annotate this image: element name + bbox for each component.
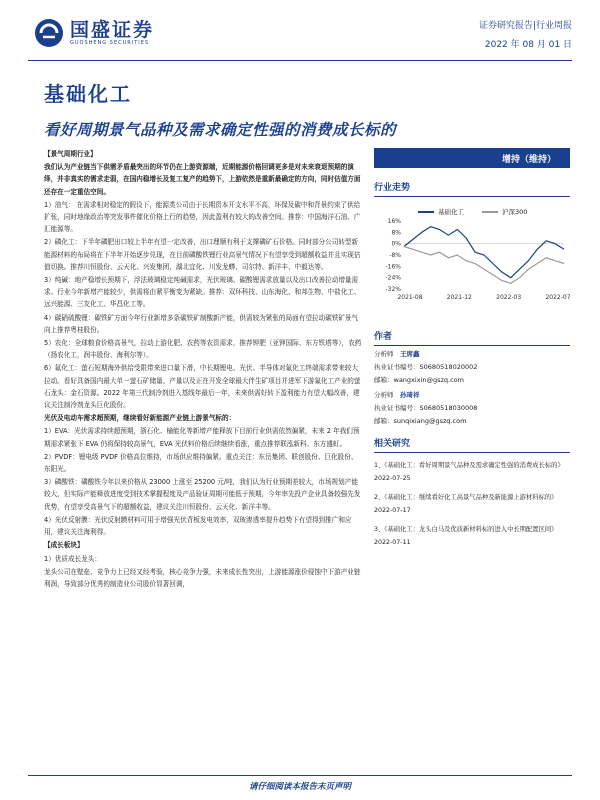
company-name-en: GUOSHENG SECURITIES: [70, 40, 150, 46]
x-tick-label: 2021-12: [446, 294, 472, 301]
guosheng-logo-icon: [34, 18, 64, 48]
y-tick-label: -32%: [385, 286, 401, 293]
section-label-cyclical: 【景气周期行业】: [44, 150, 97, 158]
y-tick-label: -8%: [389, 252, 401, 259]
paragraph: 3）磷酸铁：磷酸铁今年以来价格从 23000 上涨至 25200 元/吨，我们认为行业预期差较大，市场规划产能较大，但实际产能释放进度受到技术掌握程度及产品验证周期可能低于预期，今年率先投产企业具备较强先发优势，有望享受高景气下的超额收益，建议关注川恒股份、云天化、新洋丰等。: [44, 478, 361, 511]
analyst-block: [374, 348, 570, 387]
related-list: [374, 459, 570, 549]
paragraph: 4）光伏反射膜：光伏反射膜材料可用于增强光伏背板发电效率，双玻渗透率提升趋势下有望得到推广和应用，建议关注海利得。: [44, 515, 352, 537]
x-tick-label: 2022-07: [545, 294, 570, 301]
report-header: [0, 0, 600, 72]
paragraph: 2）PVDF：锂电级 PVDF 价格高位维持，市场供应维持偏紧。重点关注：东岳集团、联创股份、巨化股份、东阳光。: [44, 452, 358, 474]
sector-name: 基础化工: [44, 82, 132, 106]
analyst-block: [374, 389, 570, 428]
paragraph: 3）纯碱：地产稳增长预期下，浮法玻璃稳定纯碱需求，光伏玻璃、碳酸锂需求放量以及出口改善拉动增量需求。行业今年新增产能较少，供需将由紧平衡变为紧缺。推荐：双环科技、山东海化、和邦生物、中盐化工、远兴能源、三友化工、华昌化工等。: [44, 276, 361, 309]
y-tick-label: 16%: [387, 218, 401, 225]
cert-number: S0680518020002: [419, 363, 478, 371]
report-date: 2022 年 08 月 01 日: [484, 40, 572, 50]
related-item[interactable]: 1、《基础化工：看好周期景气品种及需求确定性强的消费成长标的》2022-07-25: [374, 462, 564, 482]
paragraph: 1）优质成长龙头：: [44, 554, 101, 563]
report-type: 证券研究报告|行业周报: [478, 21, 572, 31]
paragraph: 2）磷化工：下半年磷肥出口较上半年有望一定改善，出口理顺有利于支撑磷矿石价格。同时部分公司转型新能源材料的布局将在下半年开始逐步兑现，在目前磷酸铁锂行业高景气情况下有望享受到超额收益并且实现估值切换。推荐川恒股份、云天化、兴发集团，湖北宜化、川发龙蟒、司尔特、新洋丰、中毅达等。: [44, 238, 361, 271]
y-tick-label: -16%: [385, 263, 401, 271]
legend-label: 基础化工: [438, 208, 464, 216]
x-tick-label: 2021-08: [397, 294, 423, 301]
analyst-name: 孙琦祥: [400, 391, 420, 399]
paragraph: 5）农化：全球粮食价格高景气，拉动上游化肥、农药等农资需求，推荐钾肥（亚钾国际、东方铁塔等），农药（扬农化工，润丰股份、海利尔等）。: [44, 339, 362, 360]
x-tick-label: 2022-03: [496, 294, 522, 301]
paragraph: 我们认为产业链当下供需矛盾最突出的环节仍在上游资源端，近期能源价格回调更多是对未来衰退预期的演绎，并非真实的需求走弱，在国内稳增长及复工复产的趋势下，上游依然是重新最确定的方向，同时估值方面还存在一定重估空间。: [44, 163, 361, 196]
section-label-growth: 【成长板块】: [44, 541, 84, 550]
series-line: [404, 247, 564, 284]
series-line: [404, 227, 564, 278]
section-label-new-energy: 光伏及电动车需求超预期，继续看好新能源产业链上游景气标的：: [44, 414, 236, 423]
related-item[interactable]: 3、《基础化工：龙头白马及优质新材料标的进入中长期配置区间》2022-07-11: [374, 526, 558, 546]
email-label: 邮箱：: [374, 417, 394, 425]
analyst-email[interactable]: sunqixiang@gszq.com: [393, 417, 467, 425]
chart-legend: [418, 207, 527, 216]
header-divider: [28, 60, 572, 61]
y-tick-label: -24%: [385, 274, 401, 282]
cert-label: 执业证书编号：: [374, 404, 420, 412]
sidebar: [374, 148, 570, 555]
footer-notice: 请仔细阅读本报告末页声明: [248, 782, 351, 792]
email-label: 邮箱：: [374, 376, 394, 384]
report-body: [44, 148, 364, 768]
footer-divider: [28, 775, 572, 776]
trend-chart: [374, 203, 570, 303]
cert-number: S0680518030008: [419, 404, 478, 412]
legend-label: 沪深300: [502, 208, 528, 216]
company-logo: [34, 18, 154, 48]
line-chart: [374, 203, 570, 303]
paragraph: 6）氟化工：萤石短期海外供给受限带来进口量下滑，中长期锂电、光伏、半导体对氟化工终端需求带来较大拉动。看好具备国内最大单一萤石矿储量、产量以及正在开发全球最大伴生矿项目并进军下游氟化工产业的萤石龙头：金石资源。2022 年第三代制冷剂进入基线年最后一年，未来供需好转下盈利能力有望大幅改善，建议关注制冷剂龙头巨化股份。: [44, 364, 361, 410]
analyst-role: 分析师: [374, 350, 394, 358]
y-tick-label: 0%: [391, 240, 401, 248]
paragraph: 4）碳硝硫酸锂：碳铁矿方面今年行业新增多条碳铁矿制酸新产能，供需较为紧张的局面有望拉动碳铁矿景气向上推荐粤桂股份。: [44, 313, 359, 334]
report-title: 看好周期景气品种及需求确定性强的消费成长标的: [44, 121, 397, 139]
analyst-role: 分析师: [374, 391, 394, 399]
trend-heading: 行业走势: [374, 180, 570, 197]
y-tick-label: 8%: [391, 229, 401, 237]
paragraph: 龙头公司在壁垒、竞争力上已经又经考验，核心竞争力强，未来成长性突出，上游能源涨价侵蚀中下游产业链利润，导致部分优秀的制造业公司股价显著回调，: [44, 567, 361, 588]
rating-badge: 增持（维持）: [374, 148, 570, 168]
analyst-name: 王席鑫: [400, 350, 420, 358]
company-name-cn: 国盛证券: [70, 19, 155, 41]
paragraph: 1）EVA：光伏需求持续超预期，浙石化、榆能化等新增产能释放下目前行业供需依然偏紧，未来 2 年我们预期需求紧张下 EVA 仍将保持较高景气，EVA 光伏料价格后续继续看涨，重点推荐联泓新科、东方盛虹。: [44, 427, 360, 448]
cert-label: 执业证书编号：: [374, 363, 420, 371]
related-item[interactable]: 2、《基础化工：继续看好化工高景气品种及新能源上游材料标的》2022-07-17: [374, 494, 558, 514]
analyst-email[interactable]: wangxixin@gszq.com: [393, 376, 464, 384]
authors-heading: 作者: [374, 329, 570, 346]
related-heading: 相关研究: [374, 436, 570, 453]
paragraph: 1）油气： 在需求相对稳定的假设下，能源类公司由于长期资本开支水平不高，环保及碳中和背景约束了供给扩张，同时地缘政治等突发事件催化价格上行的趋势，因此盈利有较大的改善空间。推荐：中国海洋石油、广汇能源等。: [44, 200, 361, 234]
